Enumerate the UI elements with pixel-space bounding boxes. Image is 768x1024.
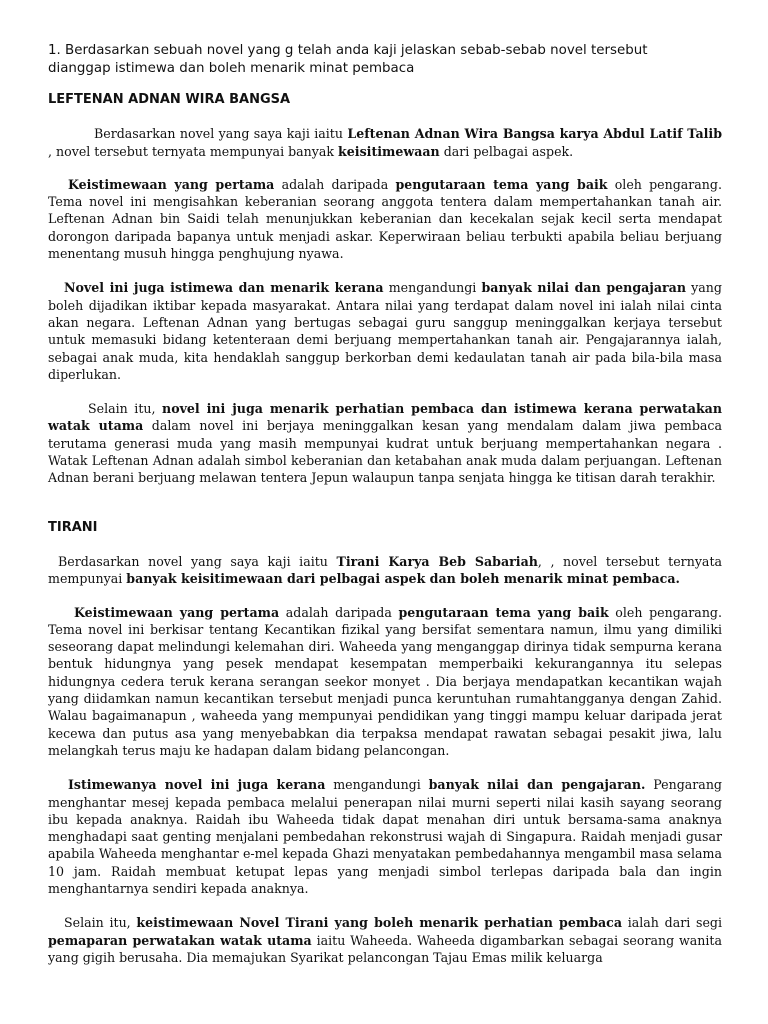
paragraph-intro-tirani xyxy=(48,553,722,588)
text: ialah dari segi xyxy=(622,915,722,931)
text: adalah daripada xyxy=(279,604,399,620)
bold-text: novel ini juga menarik perhatian pembaca dan istimewa kerana perwatakan watak utama xyxy=(48,401,722,434)
novel-title: Leftenan Adnan Wira Bangsa karya Abdul Latif Talib xyxy=(347,126,722,142)
document-page xyxy=(48,42,722,966)
text: Berdasarkan novel yang saya kaji iaitu xyxy=(58,553,337,569)
paragraph-theme-tirani xyxy=(48,604,722,760)
text: , novel tersebut ternyata mempunyai banyak xyxy=(48,143,339,159)
bold-text: keistimewaan Novel Tirani yang boleh menarik perhatian pembaca xyxy=(136,915,622,931)
bold-text: pengutaraan tema yang baik xyxy=(398,604,609,620)
text: oleh pengarang. Tema novel ini mengisahkan keberanian seorang anggota tentera dalam mempertahankan tanah air. Leftenan Adnan bin Saidi telah menunjukkan keberanian dan kecekalan sejak kecil serta mendapat dorongon daripada bapanya untuk menjadi askar. Keperwiraan beliau terbukti apabila beliau berjuang menentang musuh hingga penghujung nyawa. xyxy=(48,176,722,262)
paragraph-theme-leftenan-adnan xyxy=(48,176,722,262)
text: yang boleh dijadikan iktibar kepada masyarakat. Antara nilai yang terdapat dalam novel ini ialah nilai cinta akan negara. Leftenan Adnan yang bertugas sebagai guru sanggup meninggalkan kerjaya tersebut untuk memasuki bidang ketenteraan demi berjuang mempertahankan tanah air. Pengajarannya ialah, sebagai anak muda, kita hendaklah sanggup berkorban demi kedaulatan tanah air pada bila-bila masa diperlukan. xyxy=(48,280,722,382)
bold-text: Novel ini juga istimewa dan menarik kerana xyxy=(64,280,384,296)
text: mengandungi xyxy=(383,280,482,296)
question-line-2: dianggap istimewa dan boleh menarik minat pembaca xyxy=(48,60,415,76)
section-heading-leftenan-adnan: LEFTENAN ADNAN WIRA BANGSA xyxy=(48,92,291,107)
text: Berdasarkan novel yang saya kaji iaitu xyxy=(94,126,348,142)
bold-text: pemaparan perwatakan watak utama xyxy=(48,932,312,948)
paragraph-intro-leftenan-adnan xyxy=(48,125,722,160)
question-line-1: 1. Berdasarkan sebuah novel yang g telah anda kaji jelaskan sebab-sebab novel tersebut xyxy=(48,43,648,58)
question-text xyxy=(48,42,722,77)
text: Selain itu, xyxy=(64,915,137,931)
section-heading-tirani: TIRANI xyxy=(48,519,98,535)
paragraph-values-leftenan-adnan xyxy=(48,279,722,383)
bold-text: keisitimewaan xyxy=(338,143,440,159)
text: adalah daripada xyxy=(274,176,396,192)
text: Selain itu, xyxy=(88,401,163,417)
paragraph-character-tirani xyxy=(48,914,722,966)
text: Pengarang menghantar mesej kepada pembaca melalui penerapan nilai murni seperti nilai kasih sayang seorang ibu kepada anaknya. Raidah ibu Waheeda tidak dapat menahan diri untuk bersama-sama anaknya menghadapi saat genting menjalani pembedahan rekonstrusi wajah di Singapura. Raidah menjadi gusar apabila Waheeda menghantar e-mel kepada Ghazi menyatakan pembedahannya mengambil masa selama 10 jam. Raidah membuat ketupat lepas yang menjadi simbol terlepas daripada bala dan ingin menghantarnya sendiri kepada anaknya. xyxy=(48,777,722,896)
paragraph-character-leftenan-adnan xyxy=(48,400,722,486)
text: mengandungi xyxy=(325,777,429,793)
text: dalam novel ini berjaya meninggalkan kesan yang mendalam dalam jiwa pembaca terutama generasi muda yang masih mempunyai kudrat untuk berjuang mempertahankan negara . Watak Leftenan Adnan adalah simbol keberanian dan ketabahan anak muda dalam perjuangan. Leftenan Adnan berani berjuang melawan tentera Jepun walaupun tanpa senjata hingga ke titisan darah terakhir. xyxy=(48,418,722,486)
bold-text: pengutaraan tema yang baik xyxy=(395,176,608,192)
bold-text: Keistimewaan yang pertama xyxy=(74,604,280,620)
bold-text: banyak nilai dan pengajaran. xyxy=(428,777,646,793)
novel-title: Tirani Karya Beb Sabariah xyxy=(336,553,538,569)
text: oleh pengarang. Tema novel ini berkisar tentang Kecantikan fizikal yang bersifat sementara namun, ilmu yang dimiliki seseorang dapat melindungi kelemahan diri. Waheeda yang menganggap dirinya tidak sempurna kerana bentuk hidungnya yang pesek mendapat kesempatan memperbaiki kekurangannya itu selepas hidungnya cedera teruk kerana serangan seekor monyet . Dia berjaya mendapatkan kecantikan wajah yang diidamkan namun kecantikan tersebut menjadi punca keruntuhan rumahtangganya dengan Zahid. Walau bagaimanapun , waheeda yang mempunyai pendidikan yang tinggi mampu keluar daripada jerat kecewa dan putus asa yang menyebabkan dia terpaksa mendapat rawatan sebagai pesakit jiwa, lalu melangkah terus maju ke hadapan dalam bidang pelancongan. xyxy=(48,604,722,758)
bold-text: banyak keisitimewaan dari pelbagai aspek dan boleh menarik minat pembaca. xyxy=(126,571,680,587)
text: dari pelbagai aspek. xyxy=(439,143,574,159)
text: , , novel tersebut ternyata mempunyai xyxy=(48,553,723,587)
bold-text: Keistimewaan yang pertama xyxy=(68,176,275,192)
text: iaitu Waheeda. Waheeda digambarkan sebagai seorang wanita yang gigih berusaha. Dia memajukan Syarikat pelancongan Tajau Emas milik keluarga xyxy=(48,932,722,965)
paragraph-values-tirani xyxy=(48,776,722,897)
bold-text: banyak nilai dan pengajaran xyxy=(481,280,686,296)
bold-text: Istimewanya novel ini juga kerana xyxy=(68,777,326,793)
